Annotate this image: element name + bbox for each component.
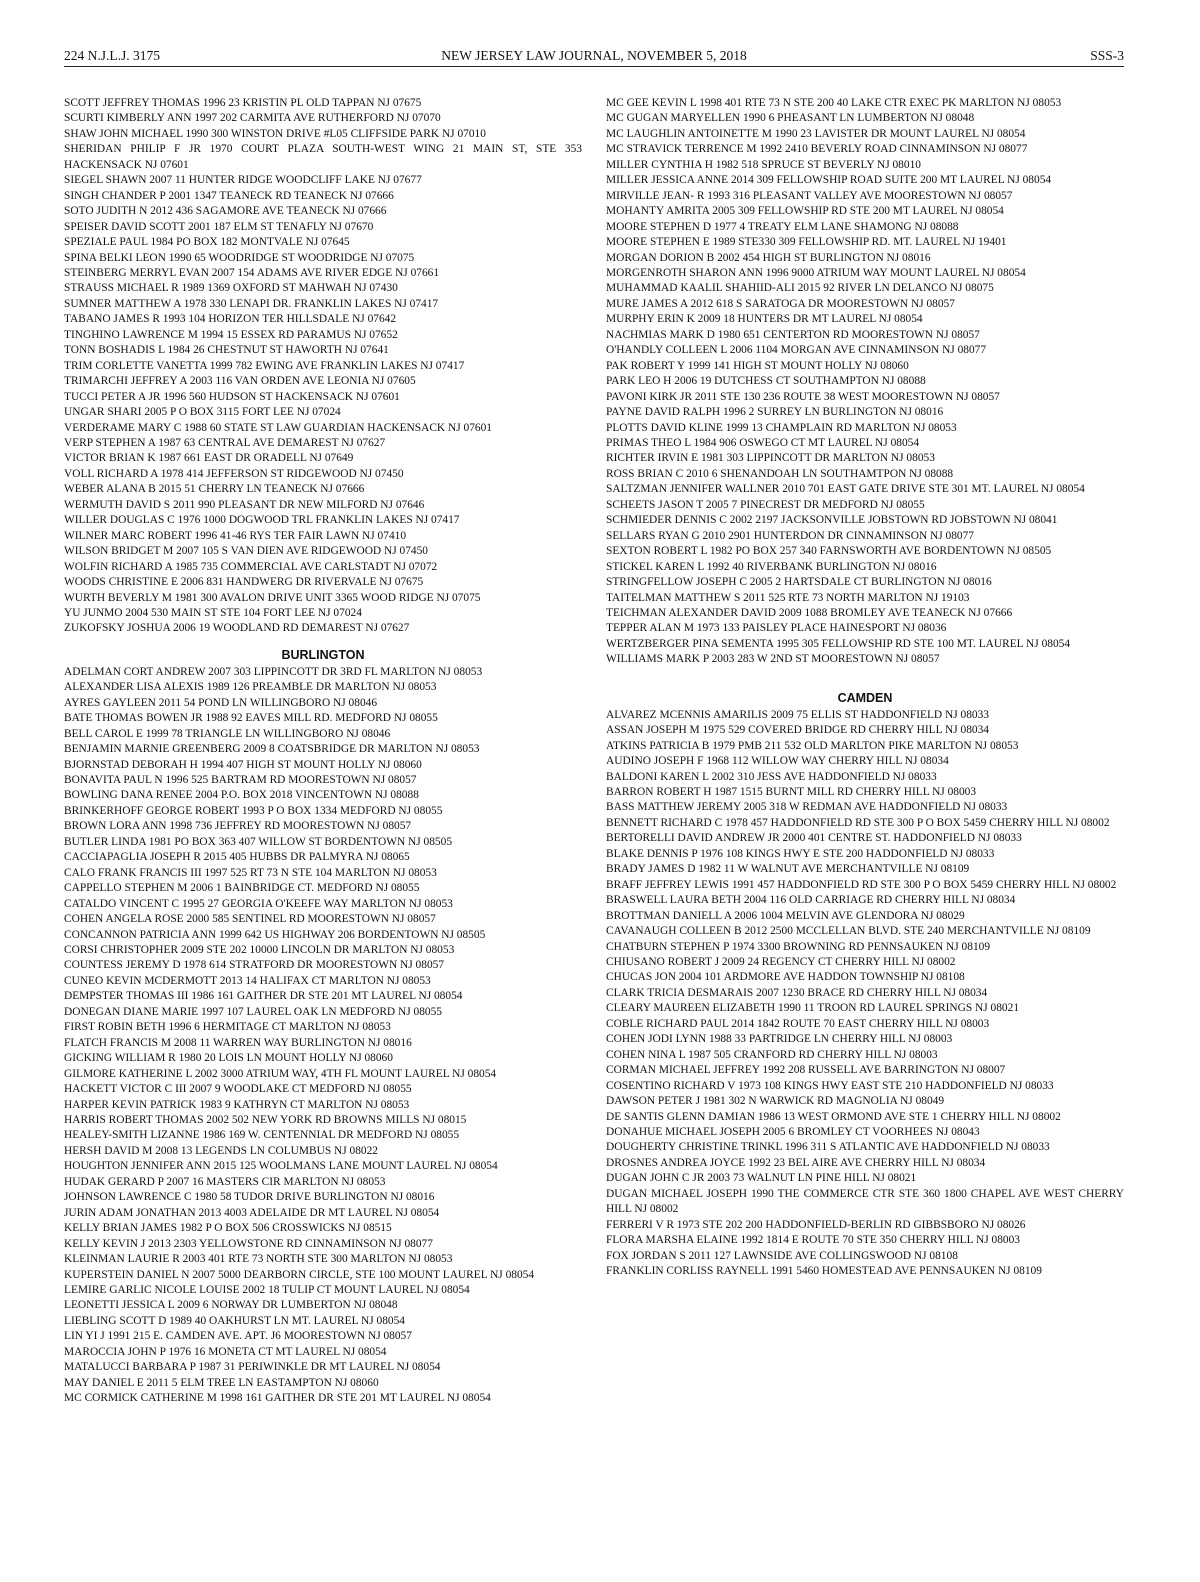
attorney-entry: WILLER DOUGLAS C 1976 1000 DOGWOOD TRL FRANKLIN LAKES NJ 07417 <box>64 514 460 527</box>
attorney-entry: JOHNSON LAWRENCE C 1980 58 TUDOR DRIVE BURLINGTON NJ 08016 <box>64 1191 435 1204</box>
attorney-entry: COHEN ANGELA ROSE 2000 585 SENTINEL RD MOORESTOWN NJ 08057 <box>64 913 436 926</box>
attorney-entry: STICKEL KAREN L 1992 40 RIVERBANK BURLINGTON NJ 08016 <box>606 560 937 573</box>
attorney-entry: HARPER KEVIN PATRICK 1983 9 KATHRYN CT MARLTON NJ 08053 <box>64 1098 410 1111</box>
attorney-entry: SEXTON ROBERT L 1982 PO BOX 257 340 FARNSWORTH AVE BORDENTOWN NJ 08505 <box>606 545 1052 558</box>
attorney-entry: BLAKE DENNIS P 1976 108 KINGS HWY E STE 200 HADDONFIELD NJ 08033 <box>606 847 995 860</box>
attorney-entry: DOUGHERTY CHRISTINE TRINKL 1996 311 S ATLANTIC AVE HADDONFIELD NJ 08033 <box>606 1141 1050 1154</box>
attorney-entry: STRINGFELLOW JOSEPH C 2005 2 HARTSDALE CT BURLINGTON NJ 08016 <box>606 576 992 589</box>
attorney-entry: BONAVITA PAUL N 1996 525 BARTRAM RD MOORESTOWN NJ 08057 <box>64 774 417 787</box>
attorney-entry: FLORA MARSHA ELAINE 1992 1814 E ROUTE 70 STE 350 CHERRY HILL NJ 08003 <box>606 1234 1020 1247</box>
attorney-entry: SELLARS RYAN G 2010 2901 HUNTERDON DR CINNAMINSON NJ 08077 <box>606 529 974 542</box>
attorney-entry: HOUGHTON JENNIFER ANN 2015 125 WOOLMANS LANE MOUNT LAUREL NJ 08054 <box>64 1160 498 1173</box>
attorney-entry: MAROCCIA JOHN P 1976 16 MONETA CT MT LAUREL NJ 08054 <box>64 1345 387 1358</box>
attorney-entry: SPINA BELKI LEON 1990 65 WOODRIDGE ST WOODRIDGE NJ 07075 <box>64 251 415 264</box>
attorney-entry: FERRERI V R 1973 STE 202 200 HADDONFIELD-BERLIN RD GIBBSBORO NJ 08026 <box>606 1218 1026 1231</box>
attorney-entry: MIRVILLE JEAN- R 1993 316 PLEASANT VALLEY AVE MOORESTOWN NJ 08057 <box>606 189 1013 202</box>
attorney-entry: ALEXANDER LISA ALEXIS 1989 126 PREAMBLE DR MARLTON NJ 08053 <box>64 681 437 694</box>
attorney-entry: CLEARY MAUREEN ELIZABETH 1990 11 TROON RD LAUREL SPRINGS NJ 08021 <box>606 1002 1020 1015</box>
attorney-entry: COBLE RICHARD PAUL 2014 1842 ROUTE 70 EAST CHERRY HILL NJ 08003 <box>606 1017 990 1030</box>
attorney-entry: FLATCH FRANCIS M 2008 11 WARREN WAY BURLINGTON NJ 08016 <box>64 1036 412 1049</box>
attorney-entry: SPEISER DAVID SCOTT 2001 187 ELM ST TENAFLY NJ 07670 <box>64 220 374 233</box>
attorney-entry: PAVONI KIRK JR 2011 STE 130 236 ROUTE 38 WEST MOORESTOWN NJ 08057 <box>606 390 1000 403</box>
attorney-entry: FIRST ROBIN BETH 1996 6 HERMITAGE CT MARLTON NJ 08053 <box>64 1021 391 1034</box>
attorney-entry: MC STRAVICK TERRENCE M 1992 2410 BEVERLY ROAD CINNAMINSON NJ 08077 <box>606 143 1028 156</box>
attorney-entry: BELL CAROL E 1999 78 TRIANGLE LN WILLINGBORO NJ 08046 <box>64 727 391 740</box>
attorney-entry: FRANKLIN CORLISS RAYNELL 1991 5460 HOMESTEAD AVE PENNSAUKEN NJ 08109 <box>606 1265 1042 1278</box>
attorney-entry: SCHMIEDER DENNIS C 2002 2197 JACKSONVILLE JOBSTOWN RD JOBSTOWN NJ 08041 <box>606 514 1058 527</box>
attorney-entry: MATALUCCI BARBARA P 1987 31 PERIWINKLE DR MT LAUREL NJ 08054 <box>64 1361 441 1374</box>
attorney-entry: NACHMIAS MARK D 1980 651 CENTERTON RD MOORESTOWN NJ 08057 <box>606 328 980 341</box>
attorney-entry: CHATBURN STEPHEN P 1974 3300 BROWNING RD PENNSAUKEN NJ 08109 <box>606 940 991 953</box>
attorney-entry: COHEN JODI LYNN 1988 33 PARTRIDGE LN CHERRY HILL NJ 08003 <box>606 1033 953 1046</box>
attorney-entry: BERTORELLI DAVID ANDREW JR 2000 401 CENTRE ST. HADDONFIELD NJ 08033 <box>606 832 1022 845</box>
attorney-entry: VERP STEPHEN A 1987 63 CENTRAL AVE DEMAREST NJ 07627 <box>64 436 386 449</box>
attorney-entry: LIEBLING SCOTT D 1989 40 OAKHURST LN MT. LAUREL NJ 08054 <box>64 1314 405 1327</box>
attorney-entry: DUGAN MICHAEL JOSEPH 1990 THE COMMERCE CTR STE 360 1800 CHAPEL AVE WEST CHERRY HILL NJ 08002 <box>606 1187 1124 1216</box>
attorney-entry: GICKING WILLIAM R 1980 20 LOIS LN MOUNT HOLLY NJ 08060 <box>64 1052 393 1065</box>
attorney-entry: CAPPELLO STEPHEN M 2006 1 BAINBRIDGE CT. MEDFORD NJ 08055 <box>64 882 420 895</box>
attorney-entry: PRIMAS THEO L 1984 906 OSWEGO CT MT LAUREL NJ 08054 <box>606 436 920 449</box>
attorney-entry: TINGHINO LAWRENCE M 1994 15 ESSEX RD PARAMUS NJ 07652 <box>64 328 398 341</box>
attorney-entry: BALDONI KAREN L 2002 310 JESS AVE HADDONFIELD NJ 08033 <box>606 770 937 783</box>
page-header <box>64 48 1124 67</box>
attorney-entry: MOORE STEPHEN D 1977 4 TREATY ELM LANE SHAMONG NJ 08088 <box>606 220 959 233</box>
attorney-entry: ROSS BRIAN C 2010 6 SHENANDOAH LN SOUTHAMTPON NJ 08088 <box>606 467 954 480</box>
attorney-entry: AYRES GAYLEEN 2011 54 POND LN WILLINGBORO NJ 08046 <box>64 696 378 709</box>
attorney-entry: SCURTI KIMBERLY ANN 1997 202 CARMITA AVE RUTHERFORD NJ 07070 <box>64 112 441 125</box>
attorney-entry: WURTH BEVERLY M 1981 300 AVALON DRIVE UNIT 3365 WOOD RIDGE NJ 07075 <box>64 591 481 604</box>
entries-left-post <box>64 665 582 1407</box>
attorney-entry: GILMORE KATHERINE L 2002 3000 ATRIUM WAY, 4TH FL MOUNT LAUREL NJ 08054 <box>64 1067 497 1080</box>
attorney-entry: COUNTESS JEREMY D 1978 614 STRATFORD DR MOORESTOWN NJ 08057 <box>64 959 445 972</box>
attorney-entry: DAWSON PETER J 1981 302 N WARWICK RD MAGNOLIA NJ 08049 <box>606 1095 945 1108</box>
attorney-entry: SHERIDAN PHILIP F JR 1970 COURT PLAZA SOUTH-WEST WING 21 MAIN ST, STE 353 HACKENSACK NJ 07601 <box>64 143 582 171</box>
attorney-entry: SUMNER MATTHEW A 1978 330 LENAPI DR. FRANKLIN LAKES NJ 07417 <box>64 297 439 310</box>
attorney-entry: VOLL RICHARD A 1978 414 JEFFERSON ST RIDGEWOOD NJ 07450 <box>64 467 404 480</box>
attorney-entry: SHAW JOHN MICHAEL 1990 300 WINSTON DRIVE #L05 CLIFFSIDE PARK NJ 07010 <box>64 127 486 140</box>
attorney-entry: SIEGEL SHAWN 2007 11 HUNTER RIDGE WOODCLIFF LAKE NJ 07677 <box>64 174 422 187</box>
attorney-entry: TEICHMAN ALEXANDER DAVID 2009 1088 BROMLEY AVE TEANECK NJ 07666 <box>606 606 1013 619</box>
attorney-entry: HEALEY-SMITH LIZANNE 1986 169 W. CENTENNIAL DR MEDFORD NJ 08055 <box>64 1129 460 1142</box>
attorney-entry: MORGAN DORION B 2002 454 HIGH ST BURLINGTON NJ 08016 <box>606 251 931 264</box>
attorney-entry: DONEGAN DIANE MARIE 1997 107 LAUREL OAK LN MEDFORD NJ 08055 <box>64 1005 442 1018</box>
attorney-entry: SALTZMAN JENNIFER WALLNER 2010 701 EAST GATE DRIVE STE 301 MT. LAUREL NJ 08054 <box>606 483 1085 496</box>
attorney-entry: SPEZIALE PAUL 1984 PO BOX 182 MONTVALE NJ 07645 <box>64 236 350 249</box>
attorney-entry: VICTOR BRIAN K 1987 661 EAST DR ORADELL NJ 07649 <box>64 452 354 465</box>
attorney-entry: WILNER MARC ROBERT 1996 41-46 RYS TER FAIR LAWN NJ 07410 <box>64 529 407 542</box>
attorney-entry: CUNEO KEVIN MCDERMOTT 2013 14 HALIFAX CT MARLTON NJ 08053 <box>64 974 431 987</box>
page-number: SSS-3 <box>1090 48 1124 63</box>
attorney-entry: MORGENROTH SHARON ANN 1996 9000 ATRIUM WAY MOUNT LAUREL NJ 08054 <box>606 266 1026 279</box>
entries-right-post <box>606 708 1124 1280</box>
attorney-entry: WILSON BRIDGET M 2007 105 S VAN DIEN AVE RIDGEWOOD NJ 07450 <box>64 545 428 558</box>
attorney-entry: MOHANTY AMRITA 2005 309 FELLOWSHIP RD STE 200 MT LAUREL NJ 08054 <box>606 205 1004 218</box>
attorney-entry: MC GUGAN MARYELLEN 1990 6 PHEASANT LN LUMBERTON NJ 08048 <box>606 112 975 125</box>
attorney-entry: CONCANNON PATRICIA ANN 1999 642 US HIGHWAY 206 BORDENTOWN NJ 08505 <box>64 928 486 941</box>
attorney-entry: SCOTT JEFFREY THOMAS 1996 23 KRISTIN PL OLD TAPPAN NJ 07675 <box>64 97 422 109</box>
attorney-entry: DE SANTIS GLENN DAMIAN 1986 13 WEST ORMOND AVE STE 1 CHERRY HILL NJ 08002 <box>606 1110 1061 1123</box>
attorney-entry: PAYNE DAVID RALPH 1996 2 SURREY LN BURLINGTON NJ 08016 <box>606 406 944 419</box>
attorney-entry: PARK LEO H 2006 19 DUTCHESS CT SOUTHAMPTON NJ 08088 <box>606 375 926 388</box>
attorney-entry: FOX JORDAN S 2011 127 LAWNSIDE AVE COLLINGSWOOD NJ 08108 <box>606 1249 958 1262</box>
attorney-entry: O'HANDLY COLLEEN L 2006 1104 MORGAN AVE CINNAMINSON NJ 08077 <box>606 344 987 357</box>
attorney-entry: TABANO JAMES R 1993 104 HORIZON TER HILLSDALE NJ 07642 <box>64 313 397 326</box>
attorney-entry: MC GEE KEVIN L 1998 401 RTE 73 N STE 200 40 LAKE CTR EXEC PK MARLTON NJ 08053 <box>606 97 1062 109</box>
attorney-entry: MUHAMMAD KAALIL SHAHIID-ALI 2015 92 RIVER LN DELANCO NJ 08075 <box>606 282 994 295</box>
left-column <box>64 96 582 1407</box>
attorney-entry: TRIMARCHI JEFFREY A 2003 116 VAN ORDEN AVE LEONIA NJ 07605 <box>64 375 416 388</box>
attorney-entry: WOLFIN RICHARD A 1985 735 COMMERCIAL AVE CARLSTADT NJ 07072 <box>64 560 438 573</box>
attorney-entry: WOODS CHRISTINE E 2006 831 HANDWERG DR RIVERVALE NJ 07675 <box>64 576 424 589</box>
attorney-entry: ASSAN JOSEPH M 1975 529 COVERED BRIDGE RD CHERRY HILL NJ 08034 <box>606 724 989 737</box>
attorney-entry: BENJAMIN MARNIE GREENBERG 2009 8 COATSBRIDGE DR MARLTON NJ 08053 <box>64 743 480 756</box>
attorney-entry: YU JUNMO 2004 530 MAIN ST STE 104 FORT LEE NJ 07024 <box>64 606 362 619</box>
county-heading-camden: CAMDEN <box>837 690 893 705</box>
attorney-entry: BJORNSTAD DEBORAH H 1994 407 HIGH ST MOUNT HOLLY NJ 08060 <box>64 758 422 771</box>
attorney-entry: CATALDO VINCENT C 1995 27 GEORGIA O'KEEFE WAY MARLTON NJ 08053 <box>64 897 453 910</box>
attorney-entry: VERDERAME MARY C 1988 60 STATE ST LAW GUARDIAN HACKENSACK NJ 07601 <box>64 421 492 434</box>
attorney-entry: TAITELMAN MATTHEW S 2011 525 RTE 73 NORTH MARLTON NJ 19103 <box>606 591 970 604</box>
attorney-entry: UNGAR SHARI 2005 P O BOX 3115 FORT LEE NJ 07024 <box>64 406 341 419</box>
attorney-entry: MOORE STEPHEN E 1989 STE330 309 FELLOWSHIP RD. MT. LAUREL NJ 19401 <box>606 236 1007 249</box>
attorney-entry: AUDINO JOSEPH F 1968 112 WILLOW WAY CHERRY HILL NJ 08034 <box>606 755 949 768</box>
entries-left-pre <box>64 96 582 637</box>
attorney-entry: MC CORMICK CATHERINE M 1998 161 GAITHER DR STE 201 MT LAUREL NJ 08054 <box>64 1392 491 1405</box>
attorney-entry: ALVAREZ MCENNIS AMARILIS 2009 75 ELLIS ST HADDONFIELD NJ 08033 <box>606 708 989 721</box>
attorney-entry: BOWLING DANA RENEE 2004 P.O. BOX 2018 VINCENTOWN NJ 08088 <box>64 789 419 802</box>
attorney-entry: KELLY BRIAN JAMES 1982 P O BOX 506 CROSSWICKS NJ 08515 <box>64 1222 392 1235</box>
attorney-entry: BROWN LORA ANN 1998 736 JEFFREY RD MOORESTOWN NJ 08057 <box>64 820 412 833</box>
attorney-entry: CLARK TRICIA DESMARAIS 2007 1230 BRACE RD CHERRY HILL NJ 08034 <box>606 986 988 999</box>
attorney-entry: BRASWELL LAURA BETH 2004 116 OLD CARRIAGE RD CHERRY HILL NJ 08034 <box>606 894 1016 907</box>
attorney-entry: KELLY KEVIN J 2013 2303 YELLOWSTONE RD CINNAMINSON NJ 08077 <box>64 1237 433 1250</box>
attorney-entry: LEONETTI JESSICA L 2009 6 NORWAY DR LUMBERTON NJ 08048 <box>64 1299 398 1312</box>
attorney-entry: CHUCAS JON 2004 101 ARDMORE AVE HADDON TOWNSHIP NJ 08108 <box>606 971 965 984</box>
attorney-entry: DEMPSTER THOMAS III 1986 161 GAITHER DR STE 201 MT LAUREL NJ 08054 <box>64 990 463 1003</box>
right-column <box>606 96 1124 1280</box>
attorney-entry: CHIUSANO ROBERT J 2009 24 REGENCY CT CHERRY HILL NJ 08002 <box>606 956 956 969</box>
attorney-entry: CORSI CHRISTOPHER 2009 STE 202 10000 LINCOLN DR MARLTON NJ 08053 <box>64 944 455 957</box>
attorney-entry: MURE JAMES A 2012 618 S SARATOGA DR MOORESTOWN NJ 08057 <box>606 297 955 310</box>
attorney-entry: MILLER JESSICA ANNE 2014 309 FELLOWSHIP ROAD SUITE 200 MT LAUREL NJ 08054 <box>606 174 1052 187</box>
attorney-entry: WERMUTH DAVID S 2011 990 PLEASANT DR NEW MILFORD NJ 07646 <box>64 498 425 511</box>
attorney-entry: SCHEETS JASON T 2005 7 PINECREST DR MEDFORD NJ 08055 <box>606 498 925 511</box>
attorney-entry: TRIM CORLETTE VANETTA 1999 782 EWING AVE FRANKLIN LAKES NJ 07417 <box>64 359 465 372</box>
attorney-entry: CACCIAPAGLIA JOSEPH R 2015 405 HUBBS DR PALMYRA NJ 08065 <box>64 851 410 864</box>
attorney-entry: JURIN ADAM JONATHAN 2013 4003 ADELAIDE DR MT LAUREL NJ 08054 <box>64 1206 440 1219</box>
attorney-entry: BENNETT RICHARD C 1978 457 HADDONFIELD RD STE 300 P O BOX 5459 CHERRY HILL NJ 08002 <box>606 816 1110 829</box>
attorney-entry: BRAFF JEFFREY LEWIS 1991 457 HADDONFIELD RD STE 300 P O BOX 5459 CHERRY HILL NJ 08002 <box>606 878 1117 891</box>
county-heading-burlington: BURLINGTON <box>281 647 365 662</box>
attorney-entry: COHEN NINA L 1987 505 CRANFORD RD CHERRY HILL NJ 08003 <box>606 1048 938 1061</box>
attorney-entry: CALO FRANK FRANCIS III 1997 525 RT 73 N STE 104 MARLTON NJ 08053 <box>64 866 437 879</box>
attorney-entry: SINGH CHANDER P 2001 1347 TEANECK RD TEANECK NJ 07666 <box>64 189 394 202</box>
attorney-entry: BARRON ROBERT H 1987 1515 BURNT MILL RD CHERRY HILL NJ 08003 <box>606 786 977 799</box>
page-citation: 224 N.J.L.J. 3175 <box>64 48 161 63</box>
attorney-entry: ADELMAN CORT ANDREW 2007 303 LIPPINCOTT DR 3RD FL MARLTON NJ 08053 <box>64 665 483 678</box>
attorney-entry: MURPHY ERIN K 2009 18 HUNTERS DR MT LAUREL NJ 08054 <box>606 313 923 326</box>
attorney-entry: BASS MATTHEW JEREMY 2005 318 W REDMAN AVE HADDONFIELD NJ 08033 <box>606 801 1008 814</box>
attorney-entry: ZUKOFSKY JOSHUA 2006 19 WOODLAND RD DEMAREST NJ 07627 <box>64 622 410 635</box>
attorney-entry: TUCCI PETER A JR 1996 560 HUDSON ST HACKENSACK NJ 07601 <box>64 390 400 403</box>
attorney-entry: SOTO JUDITH N 2012 436 SAGAMORE AVE TEANECK NJ 07666 <box>64 205 387 218</box>
attorney-entry: MAY DANIEL E 2011 5 ELM TREE LN EASTAMPTON NJ 08060 <box>64 1376 379 1389</box>
attorney-entry: STRAUSS MICHAEL R 1989 1369 OXFORD ST MAHWAH NJ 07430 <box>64 282 398 295</box>
attorney-entry: STEINBERG MERRYL EVAN 2007 154 ADAMS AVE RIVER EDGE NJ 07661 <box>64 266 440 279</box>
attorney-entry: DROSNES ANDREA JOYCE 1992 23 BEL AIRE AVE CHERRY HILL NJ 08034 <box>606 1156 986 1169</box>
attorney-entry: BRADY JAMES D 1982 11 W WALNUT AVE MERCHANTVILLE NJ 08109 <box>606 863 970 876</box>
attorney-entry: HERSH DAVID M 2008 13 LEGENDS LN COLUMBUS NJ 08022 <box>64 1144 378 1157</box>
attorney-entry: PAK ROBERT Y 1999 141 HIGH ST MOUNT HOLLY NJ 08060 <box>606 359 909 372</box>
attorney-entry: BATE THOMAS BOWEN JR 1988 92 EAVES MILL RD. MEDFORD NJ 08055 <box>64 712 438 725</box>
attorney-entry: WILLIAMS MARK P 2003 283 W 2ND ST MOORESTOWN NJ 08057 <box>606 653 940 666</box>
attorney-entry: HARRIS ROBERT THOMAS 2002 502 NEW YORK RD BROWNS MILLS NJ 08015 <box>64 1114 467 1126</box>
publication-title: NEW JERSEY LAW JOURNAL, NOVEMBER 5, 2018 <box>441 48 747 63</box>
entries-right-pre <box>606 96 1124 668</box>
attorney-entry: LIN YI J 1991 215 E. CAMDEN AVE. APT. J6 MOORESTOWN NJ 08057 <box>64 1330 412 1343</box>
attorney-entry: BROTTMAN DANIELL A 2006 1004 MELVIN AVE GLENDORA NJ 08029 <box>606 909 965 922</box>
attorney-entry: HUDAK GERARD P 2007 16 MASTERS CIR MARLTON NJ 08053 <box>64 1175 386 1188</box>
attorney-entry: DUGAN JOHN C JR 2003 73 WALNUT LN PINE HILL NJ 08021 <box>606 1172 917 1185</box>
attorney-entry: ATKINS PATRICIA B 1979 PMB 211 532 OLD MARLTON PIKE MARLTON NJ 08053 <box>606 739 1019 752</box>
attorney-entry: KUPERSTEIN DANIEL N 2007 5000 DEARBORN CIRCLE, STE 100 MOUNT LAUREL NJ 08054 <box>64 1268 535 1281</box>
attorney-entry: MC LAUGHLIN ANTOINETTE M 1990 23 LAVISTER DR MOUNT LAUREL NJ 08054 <box>606 127 1026 140</box>
attorney-entry: TEPPER ALAN M 1973 133 PAISLEY PLACE HAINESPORT NJ 08036 <box>606 622 947 635</box>
attorney-entry: BRINKERHOFF GEORGE ROBERT 1993 P O BOX 1334 MEDFORD NJ 08055 <box>64 804 443 817</box>
attorney-entry: CORMAN MICHAEL JEFFREY 1992 208 RUSSELL AVE BARRINGTON NJ 08007 <box>606 1064 1006 1077</box>
attorney-entry: KLEINMAN LAURIE R 2003 401 RTE 73 NORTH STE 300 MARLTON NJ 08053 <box>64 1253 453 1266</box>
attorney-entry: CAVANAUGH COLLEEN B 2012 2500 MCCLELLAN BLVD. STE 240 MERCHANTVILLE NJ 08109 <box>606 925 1091 938</box>
attorney-entry: DONAHUE MICHAEL JOSEPH 2005 6 BROMLEY CT VOORHEES NJ 08043 <box>606 1126 980 1138</box>
attorney-entry: PLOTTS DAVID KLINE 1999 13 CHAMPLAIN RD MARLTON NJ 08053 <box>606 421 957 434</box>
attorney-entry: LEMIRE GARLIC NICOLE LOUISE 2002 18 TULIP CT MOUNT LAUREL NJ 08054 <box>64 1283 470 1296</box>
attorney-entry: HACKETT VICTOR C III 2007 9 WOODLAKE CT MEDFORD NJ 08055 <box>64 1083 412 1096</box>
attorney-entry: RICHTER IRVIN E 1981 303 LIPPINCOTT DR MARLTON NJ 08053 <box>606 452 935 465</box>
attorney-entry: COSENTINO RICHARD V 1973 108 KINGS HWY EAST STE 210 HADDONFIELD NJ 08033 <box>606 1079 1054 1092</box>
attorney-entry: BUTLER LINDA 1981 PO BOX 363 407 WILLOW ST BORDENTOWN NJ 08505 <box>64 835 453 848</box>
attorney-entry: MILLER CYNTHIA H 1982 518 SPRUCE ST BEVERLY NJ 08010 <box>606 158 921 171</box>
attorney-entry: WEBER ALANA B 2015 51 CHERRY LN TEANECK NJ 07666 <box>64 483 365 496</box>
attorney-entry: TONN BOSHADIS L 1984 26 CHESTNUT ST HAWORTH NJ 07641 <box>64 344 389 357</box>
attorney-entry: WERTZBERGER PINA SEMENTA 1995 305 FELLOWSHIP RD STE 100 MT. LAUREL NJ 08054 <box>606 637 1071 650</box>
